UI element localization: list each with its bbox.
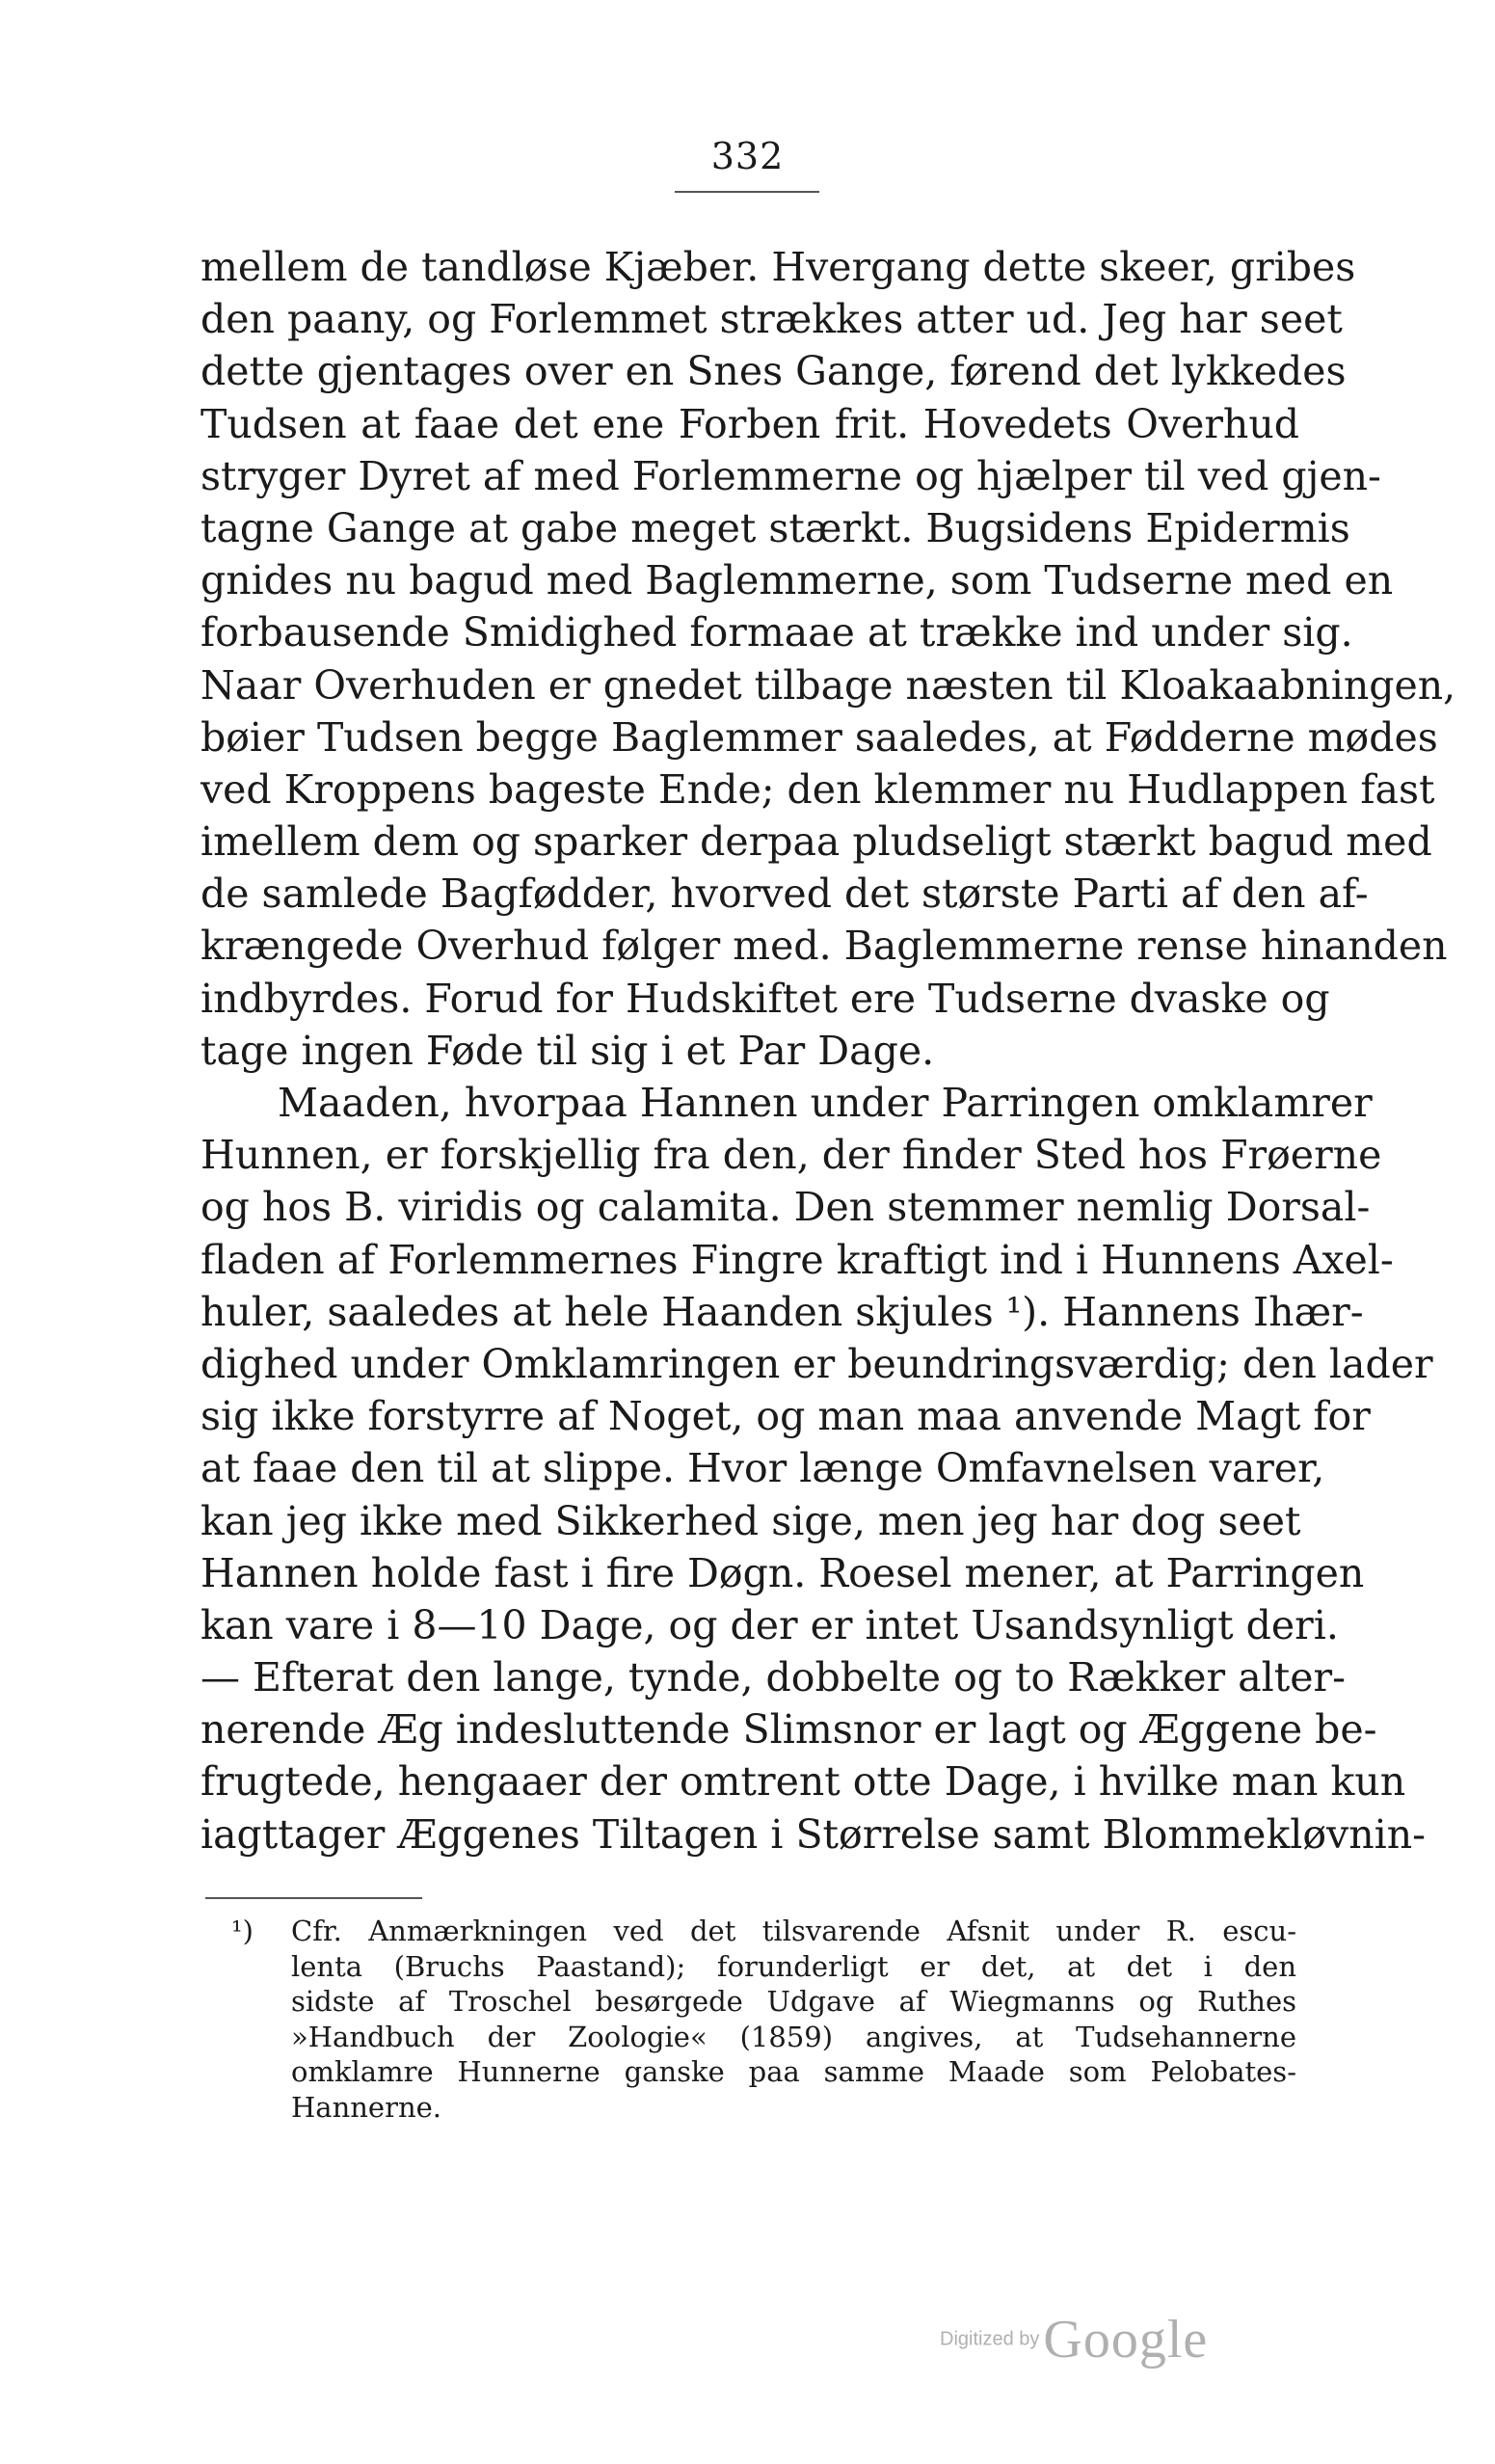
digitized-by-google-watermark (940, 2309, 1208, 2370)
text-line: fladen af Forlemmernes Fingre kraftigt ind i Hunnens Axel- (200, 1236, 1394, 1283)
text-line: kan jeg ikke med Sikkerhed sige, men jeg har dog seet (200, 1497, 1301, 1544)
text-line: nerende Æg indesluttende Slimsnor er lagt og Æggene be- (200, 1706, 1377, 1754)
text-line: ved Kroppens bageste Ende; den klemmer nu Hudlappen fast (200, 765, 1435, 813)
text-line: Hannen holde fast i fire Døgn. Roesel mener, at Parringen (200, 1549, 1365, 1596)
text-line: gnides nu bagud med Baglemmerne, som Tudserne med en (200, 557, 1394, 604)
footnote-line (231, 1914, 1296, 1949)
text-line: tagne Gange at gabe meget stærkt. Bugsidens Epidermis (200, 504, 1350, 551)
page-number: 332 (710, 135, 785, 177)
text-line: huler, saaledes at hele Haanden skjules ¹). Hannens Ihær- (200, 1288, 1364, 1335)
text-line: Tudsen at faae det ene Forben frit. Hovedets Overhud (200, 400, 1299, 447)
text-line: bøier Tudsen begge Baglemmer saaledes, at Fødderne mødes (200, 713, 1438, 761)
text-line: de samlede Bagfødder, hvorved det største Parti af den af- (200, 870, 1369, 918)
text-line: dighed under Omklamringen er beundringsværdig; den lader (200, 1340, 1433, 1387)
footnote-line: omklamre Hunnerne ganske paa samme Maade som Pelobates- (291, 2055, 1296, 2088)
text-line: at faae den til at slippe. Hvor længe Omfavnelsen varer, (200, 1445, 1325, 1492)
footnote-line: sidste af Troschel besørgede Udgave af Wiegmanns og Ruthes (291, 1985, 1296, 2018)
page-number-rule (675, 191, 819, 193)
text-line: tage ingen Føde til sig i et Par Dage. (200, 1027, 935, 1074)
footnote-marker: ¹) (231, 1915, 254, 1947)
text-line: den paany, og Forlemmet strækkes atter ud. Jeg har seet (200, 296, 1343, 343)
body-text (200, 241, 1456, 1861)
text-line: sig ikke forstyrre af Noget, og man maa anvende Magt for (200, 1393, 1371, 1440)
footnote-line: lenta (Bruchs Paastand); forunderligt er det, at det i den (291, 1949, 1296, 1983)
text-line: Hunnen, er forskjellig fra den, der finder Sted hos Frøerne (200, 1132, 1382, 1179)
text-line: imellem dem og sparker derpaa pludseligt stærkt bagud med (200, 818, 1432, 866)
text-line: krængede Overhud følger med. Baglemmerne rense hinanden (200, 923, 1448, 970)
text-line: Maaden, hvorpaa Hannen under Parringen omklamrer (278, 1080, 1373, 1126)
footnote-text: Cfr. Anmærkningen ved det tilsvarende Afsnit under R. escu- (291, 1915, 1296, 1947)
text-line: kan vare i 8—10 Dage, og der er intet Usandsynligt deri. (200, 1601, 1339, 1648)
text-line: forbausende Smidighed formaae at trække ind under sig. (200, 609, 1353, 656)
text-line: mellem de tandløse Kjæber. Hvergang dette skeer, gribes (200, 244, 1356, 290)
footnote-line: Hannerne. (291, 2090, 442, 2124)
footnote (231, 1914, 1296, 2125)
text-line: frugtede, hengaaer der omtrent otte Dage, i hvilke man kun (200, 1758, 1406, 1806)
text-line: iagttager Æggenes Tiltagen i Størrelse samt Blommekløvnin- (200, 1810, 1427, 1858)
text-line: dette gjentages over en Snes Gange, førend det lykkedes (200, 348, 1347, 395)
text-line: Naar Overhuden er gnedet tilbage næsten til Kloakaabningen, (200, 661, 1456, 709)
footnote-rule (205, 1897, 422, 1899)
watermark-prefix: Digitized by (940, 2328, 1040, 2350)
text-line: stryger Dyret af med Forlemmerne og hjælper til ved gjen- (200, 452, 1381, 499)
text-line: — Efterat den lange, tynde, dobbelte og to Rækker alter- (200, 1654, 1346, 1701)
google-logo: Google (1043, 2310, 1209, 2370)
footnote-line: »Handbuch der Zoologie« (1859) angives, at Tudsehannerne (291, 2020, 1296, 2053)
text-line: og hos B. viridis og calamita. Den stemmer nemlig Dorsal- (200, 1184, 1371, 1231)
text-line: indbyrdes. Forud for Hudskiftet ere Tudserne dvaske og (200, 975, 1330, 1022)
